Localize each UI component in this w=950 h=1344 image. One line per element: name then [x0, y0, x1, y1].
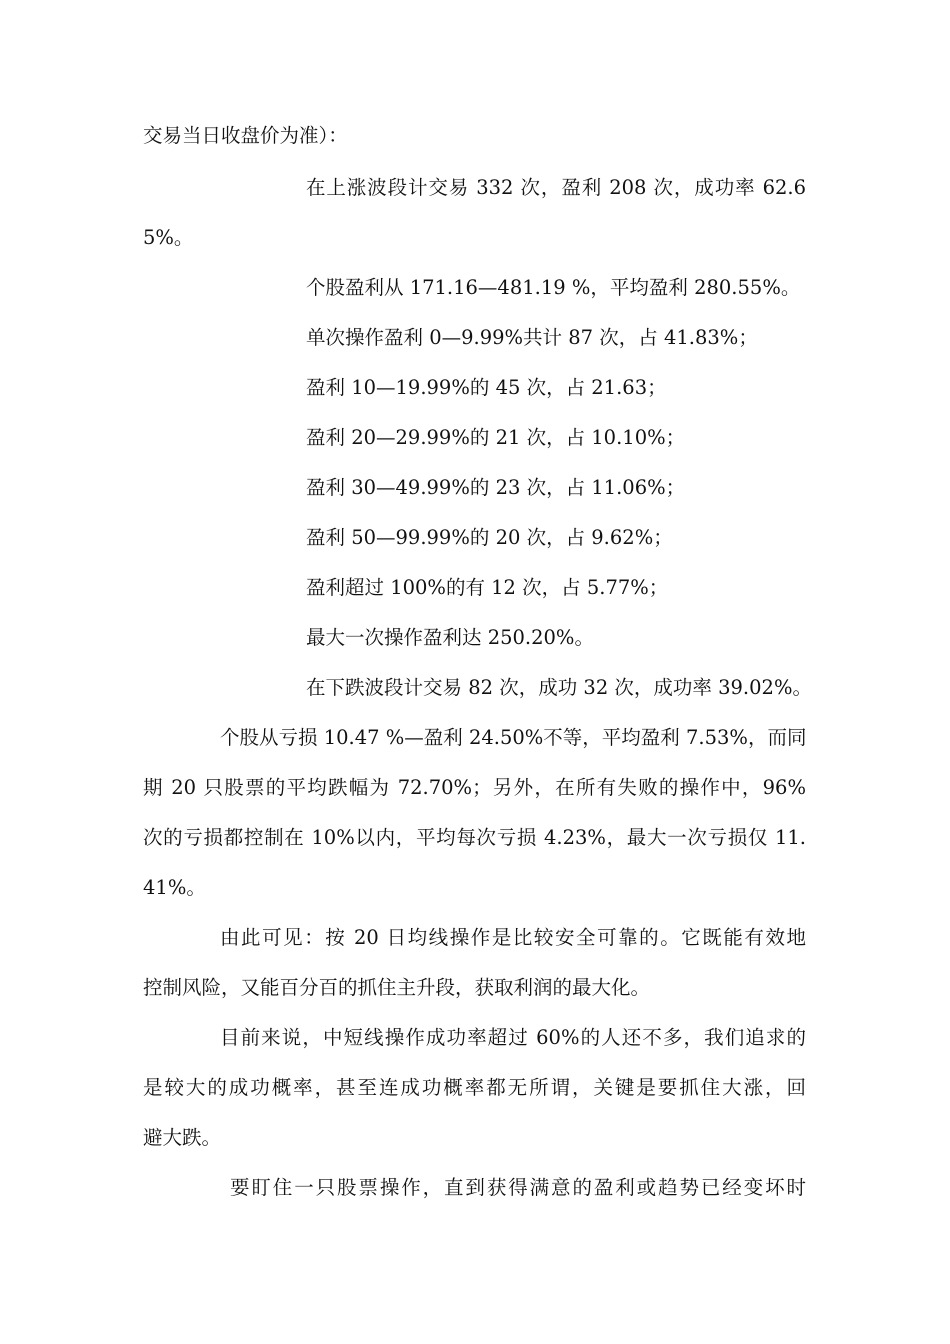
text-line-2: 在上涨波段计交易 332 次，盈利 208 次，成功率 62.6	[306, 176, 806, 199]
text-line-17: 由此可见：按 20 日均线操作是比较安全可靠的。它既能有效地	[220, 926, 806, 949]
text-line-7: 盈利 20—29.99%的 21 次，占 10.10%；	[306, 426, 686, 449]
text-line-18: 控制风险，又能百分百的抓住主升段，获取利润的最大化。	[143, 976, 651, 999]
text-line-10: 盈利超过 100%的有 12 次，占 5.77%；	[306, 576, 669, 599]
text-line-22: 要盯住一只股票操作，直到获得满意的盈利或趋势已经变坏时	[230, 1176, 806, 1199]
text-line-8: 盈利 30—49.99%的 23 次，占 11.06%；	[306, 476, 686, 499]
text-line-19: 目前来说，中短线操作成功率超过 60%的人还不多，我们追求的	[220, 1026, 806, 1049]
text-line-20: 是较大的成功概率，甚至连成功概率都无所谓，关键是要抓住大涨，回	[143, 1076, 806, 1099]
text-line-21: 避大跌。	[143, 1126, 222, 1149]
text-line-4: 个股盈利从 171.16—481.19 %，平均盈利 280.55%。	[306, 276, 801, 299]
text-line-11: 最大一次操作盈利达 250.20%。	[306, 626, 594, 649]
text-line-15: 次的亏损都控制在 10%以内，平均每次亏损 4.23%，最大一次亏损仅 11.	[143, 826, 806, 849]
text-line-13: 个股从亏损 10.47 %—盈利 24.50%不等，平均盈利 7.53%，而同	[220, 726, 807, 749]
text-line-9: 盈利 50—99.99%的 20 次，占 9.62%；	[306, 526, 673, 549]
text-line-14: 期 20 只股票的平均跌幅为 72.70%；另外，在所有失败的操作中，96%	[143, 776, 806, 799]
text-line-1: 交易当日收盘价为准）：	[143, 124, 348, 147]
text-line-12: 在下跌波段计交易 82 次，成功 32 次，成功率 39.02%。	[306, 676, 812, 699]
text-line-3: 5%。	[143, 226, 194, 249]
text-line-16: 41%。	[143, 876, 206, 899]
text-line-5: 单次操作盈利 0—9.99%共计 87 次，占 41.83%；	[306, 326, 758, 349]
text-line-6: 盈利 10—19.99%的 45 次，占 21.63；	[306, 376, 667, 399]
